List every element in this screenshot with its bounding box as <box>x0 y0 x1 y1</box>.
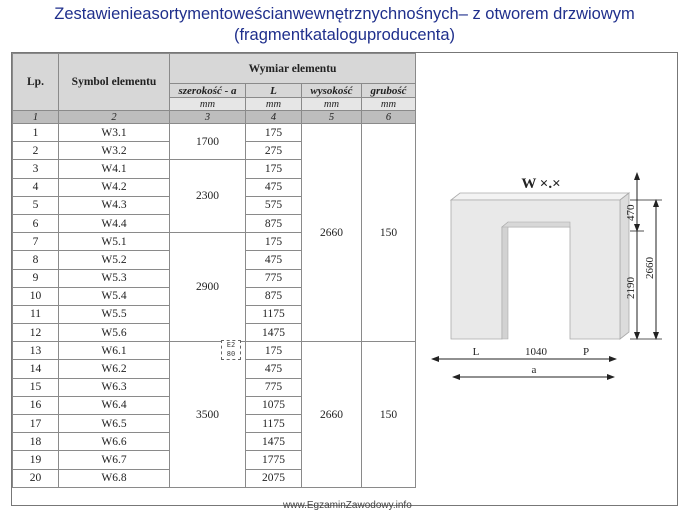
row-lp: 14 <box>13 360 59 378</box>
row-l: 2075 <box>246 469 302 487</box>
row-symbol: W6.5 <box>59 415 170 433</box>
header-l: L <box>246 84 302 98</box>
row-symbol: W3.1 <box>59 124 170 142</box>
dim-door-value: 1040 <box>525 346 547 358</box>
wall-front-face <box>451 200 620 339</box>
diagram-label: W ×.× <box>521 176 561 192</box>
row-lp: 16 <box>13 396 59 414</box>
row-l: 1075 <box>246 396 302 414</box>
row-lp: 8 <box>13 251 59 269</box>
assortment-table <box>12 53 416 488</box>
header-symbol: Symbol elementu <box>59 54 170 111</box>
row-l: 175 <box>246 160 302 178</box>
header-szerokosc: szerokość - a <box>170 84 246 98</box>
row-l: 175 <box>246 233 302 251</box>
title-line-2: (fragmentkataloguproducenta) <box>233 26 456 44</box>
row-symbol: W4.2 <box>59 178 170 196</box>
dim-top-value: 470 <box>625 204 637 221</box>
column-number: 3 <box>170 111 246 124</box>
missing-glyph-icon: E2 80 <box>221 340 241 360</box>
page-title <box>0 4 689 46</box>
row-symbol: W4.1 <box>59 160 170 178</box>
row-lp: 17 <box>13 415 59 433</box>
row-thickness: 150 <box>362 342 416 488</box>
row-lp: 19 <box>13 451 59 469</box>
row-symbol: W5.1 <box>59 233 170 251</box>
row-lp: 11 <box>13 305 59 323</box>
row-symbol: W5.4 <box>59 287 170 305</box>
column-number: 4 <box>246 111 302 124</box>
column-number: 1 <box>13 111 59 124</box>
row-lp: 9 <box>13 269 59 287</box>
row-symbol: W5.5 <box>59 305 170 323</box>
header-lp: Lp. <box>13 54 59 111</box>
row-height: 2660 <box>302 124 362 342</box>
catalog-sheet <box>11 52 678 506</box>
row-l: 875 <box>246 287 302 305</box>
wall-element-diagram <box>416 53 677 505</box>
row-width: 1700 <box>170 124 246 160</box>
row-thickness: 150 <box>362 124 416 342</box>
wall-top-face <box>451 193 629 200</box>
row-lp: 3 <box>13 160 59 178</box>
header-wymiar: Wymiar elementu <box>170 54 416 84</box>
dim-total-value: 2660 <box>644 257 656 279</box>
row-lp: 10 <box>13 287 59 305</box>
dim-label-p: P <box>582 346 590 358</box>
row-lp: 1 <box>13 124 59 142</box>
row-lp: 12 <box>13 324 59 342</box>
row-l: 475 <box>246 251 302 269</box>
opening-head <box>502 222 570 227</box>
title-line-1: Zestawienieasortymentoweścianwewnętrznychnośnych– z otworem drzwiowym <box>54 5 635 23</box>
row-l: 775 <box>246 269 302 287</box>
row-lp: 4 <box>13 178 59 196</box>
table-body <box>13 124 416 488</box>
row-l: 475 <box>246 178 302 196</box>
row-width: 2300 <box>170 160 246 233</box>
row-symbol: W6.4 <box>59 396 170 414</box>
row-l: 175 <box>246 342 302 360</box>
row-symbol: W5.2 <box>59 251 170 269</box>
header-wysokosc: wysokość <box>302 84 362 98</box>
column-number: 2 <box>59 111 170 124</box>
unit-cell: mm <box>362 98 416 111</box>
row-lp: 7 <box>13 233 59 251</box>
row-l: 1775 <box>246 451 302 469</box>
row-lp: 6 <box>13 214 59 232</box>
row-symbol: W6.2 <box>59 360 170 378</box>
row-l: 275 <box>246 142 302 160</box>
row-lp: 2 <box>13 142 59 160</box>
row-symbol: W6.6 <box>59 433 170 451</box>
unit-cell: mm <box>302 98 362 111</box>
row-symbol: W6.8 <box>59 469 170 487</box>
row-lp: 15 <box>13 378 59 396</box>
row-l: 1175 <box>246 305 302 323</box>
row-l: 1475 <box>246 324 302 342</box>
row-height: 2660 <box>302 342 362 488</box>
row-symbol: W3.2 <box>59 142 170 160</box>
row-l: 175 <box>246 124 302 142</box>
row-symbol: W6.7 <box>59 451 170 469</box>
row-l: 875 <box>246 214 302 232</box>
row-lp: 13 <box>13 342 59 360</box>
row-lp: 18 <box>13 433 59 451</box>
header-grubosc: grubość <box>362 84 416 98</box>
column-number: 5 <box>302 111 362 124</box>
unit-cell: mm <box>246 98 302 111</box>
footer-watermark: www.EgzaminZawodowy.info <box>283 500 412 511</box>
column-number: 6 <box>362 111 416 124</box>
row-symbol: W6.1 <box>59 342 170 360</box>
row-l: 575 <box>246 196 302 214</box>
dim-opening-value: 2190 <box>625 277 637 299</box>
opening-reveal <box>502 222 508 339</box>
dim-label-a: a <box>531 364 537 376</box>
row-width: 3500 <box>170 342 246 488</box>
table-row <box>13 342 416 360</box>
row-width: 2900 <box>170 233 246 342</box>
row-l: 1175 <box>246 415 302 433</box>
row-l: 475 <box>246 360 302 378</box>
dim-label-l: L <box>472 346 480 358</box>
row-lp: 5 <box>13 196 59 214</box>
unit-cell: mm <box>170 98 246 111</box>
row-l: 775 <box>246 378 302 396</box>
row-symbol: W6.3 <box>59 378 170 396</box>
row-symbol: W5.6 <box>59 324 170 342</box>
table-row <box>13 124 416 142</box>
row-symbol: W5.3 <box>59 269 170 287</box>
row-l: 1475 <box>246 433 302 451</box>
row-symbol: W4.3 <box>59 196 170 214</box>
row-symbol: W4.4 <box>59 214 170 232</box>
row-lp: 20 <box>13 469 59 487</box>
